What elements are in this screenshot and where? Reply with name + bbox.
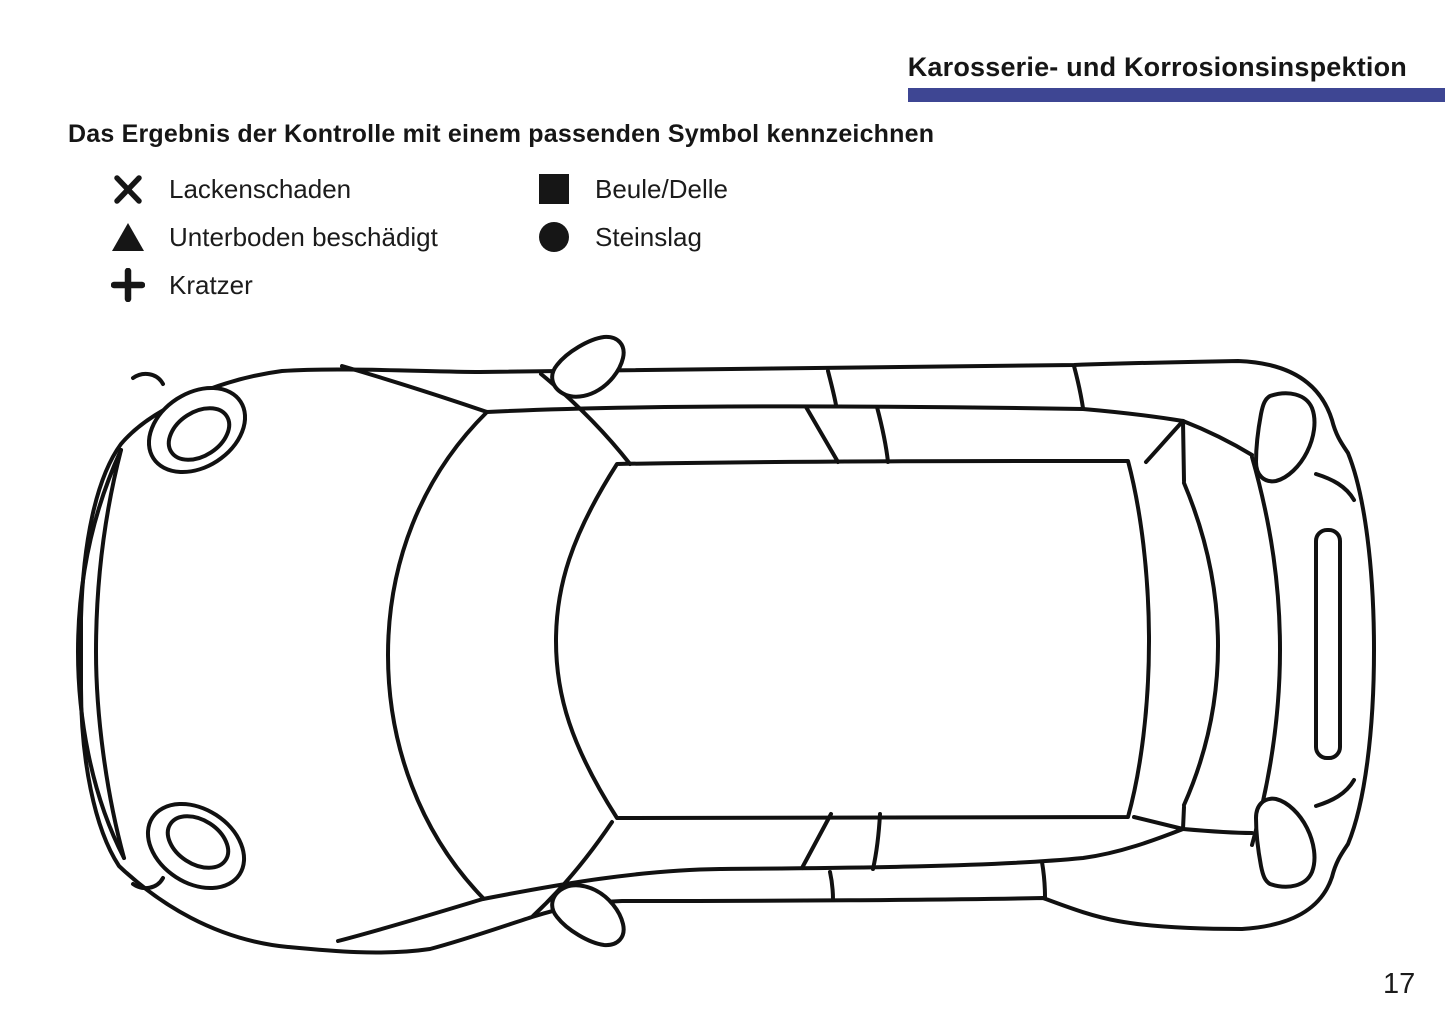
b-pillar-bottom-1 (802, 814, 831, 868)
taillight-top (1256, 393, 1314, 481)
rear-hatch-line (1252, 457, 1280, 845)
page-number: 17 (1383, 968, 1416, 1000)
legend-label: Beule/Delle (595, 173, 728, 204)
car-body-outline (81, 361, 1374, 953)
page-title: Karosserie- und Korrosionsinspektion (907, 52, 1407, 82)
windshield-line (388, 412, 487, 898)
headlight-left (133, 371, 261, 490)
c-pillar-top-to-taillight (1183, 421, 1252, 455)
door-seam-bottom-rear (1042, 862, 1045, 897)
a-pillar-seam-bottom (338, 899, 483, 941)
front-bumper-outer-line (78, 450, 124, 858)
rear-bumper-seam-top (1316, 474, 1354, 500)
side-mirror-left (552, 337, 623, 397)
rear-window-line (1184, 483, 1218, 805)
c-pillar-bottom-to-roof (1134, 817, 1183, 829)
c-pillar-bottom-to-taillight (1183, 829, 1252, 833)
c-pillar-top-to-roof (1146, 421, 1183, 462)
b-pillar-bottom-2 (873, 814, 880, 869)
rear-bumper-seam-bottom (1316, 780, 1354, 806)
legend-label: Kratzer (169, 269, 253, 300)
taillight-bottom (1256, 799, 1314, 887)
roof-outline (556, 461, 1149, 818)
legend-label: Lackenschaden (169, 173, 352, 204)
door-seam-top-rear (1074, 366, 1083, 408)
b-pillar-top-1 (806, 407, 838, 462)
legend-label: Unterboden beschädigt (169, 221, 438, 252)
license-plate-recess (1316, 530, 1340, 758)
side-mirror-right (552, 885, 623, 945)
door-seam-top-front (828, 371, 836, 405)
legend-label: Steinslag (595, 221, 702, 252)
door-seam-bottom-front (830, 872, 833, 900)
b-pillar-top-2 (877, 407, 888, 462)
c-pillar-bottom-drop (1183, 807, 1184, 829)
instruction-text: Das Ergebnis der Kontrolle mit einem passenden Symbol kennzeichnen (68, 120, 935, 148)
c-pillar-top-drop (1183, 421, 1184, 481)
front-corner-seam-top (133, 374, 163, 384)
